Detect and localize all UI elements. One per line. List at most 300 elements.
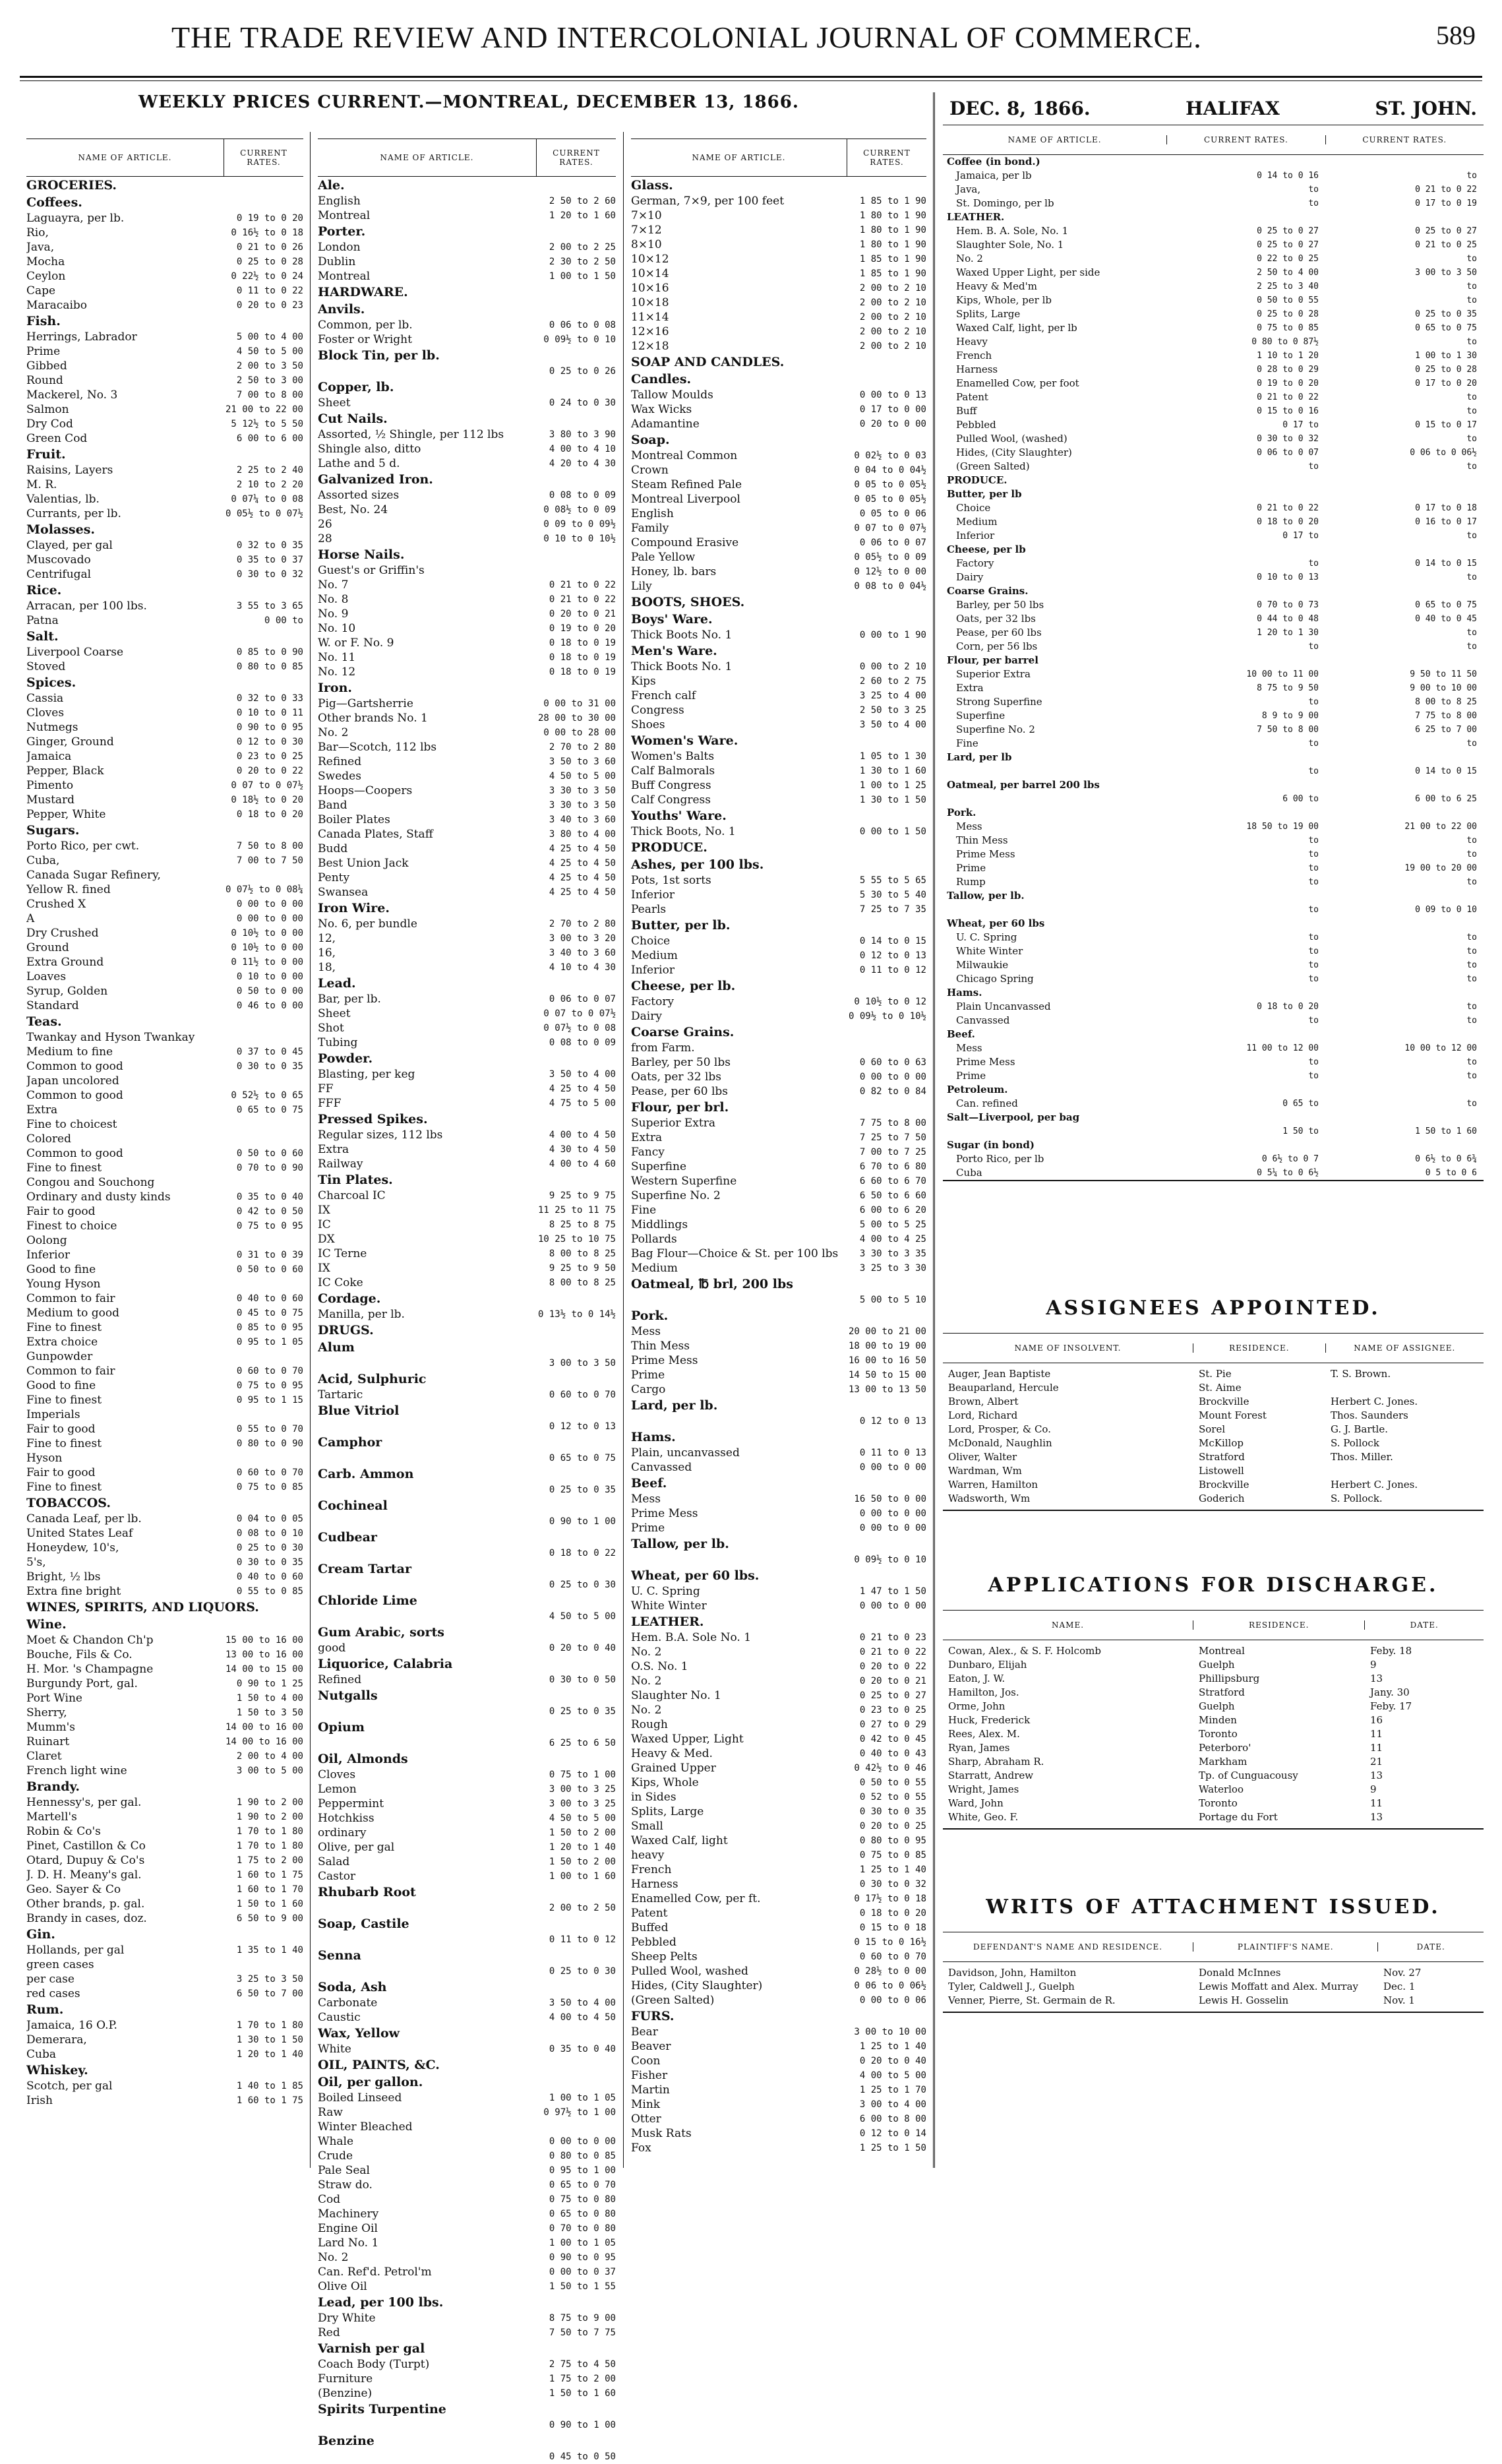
article-name: Montreal Common	[631, 449, 738, 462]
price-row	[26, 940, 303, 955]
price-row	[631, 477, 926, 492]
price-row	[943, 169, 1484, 183]
current-rate	[224, 1132, 303, 1146]
current-rate: 3 00 to 3 20	[549, 933, 616, 944]
article-name: Fox	[631, 2141, 651, 2155]
article-name: Milwaukie	[956, 959, 1009, 971]
article-name: Patent	[631, 1907, 668, 1920]
current-rate: 0 00 to 0 13	[859, 390, 926, 400]
current-rate: 0 60 to 0 63	[859, 1057, 926, 1068]
halifax-rate: 0 5¼ to 0 6½	[1257, 1168, 1319, 1178]
article-name: Coach Body (Turpt)	[318, 2358, 430, 2371]
price-row	[943, 1041, 1484, 1055]
price-row	[26, 764, 303, 778]
article-name: Assorted, ½ Shingle, per 112 lbs	[318, 428, 504, 441]
price-row	[318, 755, 616, 769]
halifax-label: HALIFAX	[1186, 98, 1280, 119]
price-row	[318, 2325, 616, 2340]
article-name: Montreal Liverpool	[631, 493, 740, 506]
stjohn-rate: to	[1466, 337, 1477, 347]
price-row	[26, 1662, 303, 1677]
current-rate: 0 90 to 1 00	[549, 1516, 616, 1527]
article-name: Kips, Whole, per lb	[956, 294, 1052, 306]
article-name: Castor	[318, 1870, 356, 1883]
halifax-rate: to	[1308, 697, 1319, 707]
price-row	[631, 194, 926, 208]
price-row	[318, 1673, 616, 1687]
current-rate: 0 45 to 0 50	[549, 2451, 616, 2462]
article-name: Fisher	[631, 2069, 668, 2082]
current-rate: 1 50 to 2 00	[549, 1828, 616, 1838]
table-cell: Auger, Jean Baptiste	[948, 1368, 1051, 1380]
article-name: Slaughter No. 1	[631, 1689, 721, 1702]
current-rate: 0 02½ to 0 03	[854, 450, 926, 461]
article-name: Mocha	[26, 255, 65, 268]
price-row	[26, 1219, 303, 1233]
article-name	[318, 2449, 537, 2464]
article-name: Medium	[631, 1262, 678, 1275]
article-name	[943, 1124, 1167, 1138]
article-name: Pinet, Castillon & Co	[26, 1839, 146, 1853]
current-rate: 0 37 to 0 45	[236, 1047, 303, 1057]
table-cell: Thos. Miller.	[1331, 1451, 1393, 1463]
current-rate: 1 25 to 1 50	[859, 2143, 926, 2153]
price-row	[26, 1972, 303, 1987]
stjohn-rate: 9 00 to 10 00	[1410, 683, 1477, 693]
table-cell: Cowan, Alex., & S. F. Holcomb	[948, 1645, 1101, 1657]
current-rate	[224, 1407, 303, 1422]
current-rate: 10 25 to 10 75	[537, 1234, 616, 1245]
price-row	[631, 1203, 926, 1217]
current-rate: 0 52½ to 0 65	[231, 1090, 303, 1101]
halifax-rate: 0 17 to	[1282, 531, 1319, 541]
current-rate: 0 04 to 0 04½	[854, 465, 926, 476]
table-cell: Lewis Moffatt and Alex. Murray	[1199, 1981, 1359, 1992]
article-name: Porto Rico, per cwt.	[26, 840, 140, 853]
halifax-rate: 0 28 to 0 29	[1257, 365, 1319, 375]
article-name: Common to fair	[26, 1292, 115, 1305]
table-cell: 11	[1370, 1742, 1383, 1754]
article-name: Fine to choicest	[26, 1118, 117, 1131]
article-name: Superfine No. 2	[631, 1189, 721, 1202]
article-name: Common, per lb.	[318, 319, 413, 332]
price-row	[318, 2372, 616, 2386]
article-name: IC	[318, 1218, 331, 1231]
article-name: A	[26, 912, 35, 925]
price-row	[318, 1307, 616, 1322]
article-name: Superfine No. 2	[956, 724, 1035, 735]
price-column-1	[26, 139, 303, 2168]
price-row	[26, 1030, 303, 1045]
current-rate: 0 21 to 0 22	[549, 580, 616, 590]
price-row	[318, 2163, 616, 2178]
price-row	[631, 778, 926, 793]
price-row	[631, 417, 926, 431]
price-row	[26, 1190, 303, 1204]
article-name: Best, No. 24	[318, 503, 388, 516]
table-row	[943, 1672, 1484, 1686]
current-rate: 1 30 to 1 50	[236, 2035, 303, 2045]
price-row	[943, 335, 1484, 349]
article-name: Extra Ground	[26, 956, 104, 969]
price-row	[26, 868, 303, 882]
article-name: Olive, per gal	[318, 1841, 395, 1854]
article-name: Prime	[956, 1070, 986, 1082]
category-heading: DRUGS.	[318, 1323, 374, 1338]
article-name: Budd	[318, 842, 348, 855]
price-row	[631, 1630, 926, 1645]
current-rate: 6 25 to 6 50	[549, 1738, 616, 1748]
article-name	[318, 1356, 537, 1371]
article-name: Port Wine	[26, 1692, 82, 1705]
current-rate: 2 00 to 4 00	[236, 1751, 303, 1762]
article-name: Buff	[956, 405, 977, 417]
current-rate: 1 20 to 1 40	[236, 2049, 303, 2060]
category-heading: Acid, Sulphuric	[318, 1372, 427, 1386]
table-cell: St. Aime	[1199, 1382, 1242, 1394]
category-heading: Spices.	[26, 675, 76, 690]
article-name: FF	[318, 1082, 334, 1095]
table-cell: Waterloo	[1199, 1783, 1244, 1795]
category-heading: Petroleum.	[947, 1084, 1008, 1095]
current-rate: 0 20 to 0 25	[859, 1821, 926, 1832]
price-row	[631, 1993, 926, 2008]
article-name: Corn, per 56 lbs	[956, 640, 1038, 652]
price-row	[318, 255, 616, 269]
article-name: ordinary	[318, 1826, 367, 1839]
price-row	[943, 1000, 1484, 1014]
category-heading: Varnish per gal	[318, 2341, 425, 2356]
article-name	[631, 1293, 847, 1307]
category-heading: Senna	[318, 1948, 361, 1963]
current-rate: 0 80 to 0 90	[236, 1438, 303, 1449]
category-heading: TOBACCOS.	[26, 1496, 111, 1510]
article-name	[318, 1901, 537, 1915]
price-row	[631, 1041, 926, 1055]
article-name: Prime Mess	[631, 1354, 698, 1367]
current-rate: 5 00 to 5 10	[859, 1295, 926, 1305]
price-row	[631, 1506, 926, 1521]
article-name: Regular sizes, 112 lbs	[318, 1128, 443, 1142]
current-rate: 0 00 to 31 00	[543, 698, 616, 709]
price-row	[26, 1810, 303, 1824]
halifax-rate: 11 00 to 12 00	[1246, 1043, 1319, 1053]
stjohn-rate: to	[1466, 1071, 1477, 1081]
current-rate	[224, 1074, 303, 1088]
current-rate: 21 00 to 22 00	[225, 404, 303, 415]
category-heading: Coffees.	[26, 195, 82, 210]
current-rate: 0 05½ to 0 09	[854, 552, 926, 563]
current-rate: 6 00 to 6 00	[236, 433, 303, 444]
current-rate: 0 31 to 0 39	[236, 1250, 303, 1260]
price-row	[631, 1188, 926, 1203]
article-name: French	[956, 350, 992, 361]
article-name: London	[318, 241, 361, 254]
current-rate: 14 00 to 16 00	[225, 1737, 303, 1747]
price-row	[631, 1950, 926, 1964]
current-rate	[537, 563, 616, 578]
current-rate: 0 00 to 0 00	[859, 1508, 926, 1519]
price-row	[631, 266, 926, 281]
price-row	[318, 517, 616, 532]
price-row	[318, 1021, 616, 1035]
current-rate: 0 00 to 2 10	[859, 662, 926, 672]
category-heading: Iron Wire.	[318, 901, 390, 915]
price-row	[26, 492, 303, 507]
category-heading: Carb. Ammon	[318, 1467, 414, 1481]
article-name: Calf Balmorals	[631, 764, 715, 778]
price-row	[26, 1795, 303, 1810]
price-row	[318, 607, 616, 621]
price-row	[318, 592, 616, 607]
article-name: Round	[26, 374, 63, 387]
table-row	[943, 1395, 1484, 1409]
current-rate: 0 25 to 0 28	[236, 257, 303, 267]
category-heading: Gin.	[26, 1927, 55, 1942]
halifax-rate: 0 06 to 0 07	[1257, 448, 1319, 458]
table-row	[943, 1700, 1484, 1713]
current-rate: 0 35 to 0 37	[236, 555, 303, 565]
article-name: 28	[318, 532, 332, 545]
price-row	[318, 2265, 616, 2279]
current-rate: 2 00 to 2 10	[859, 283, 926, 293]
table-cell: Ryan, James	[948, 1742, 1010, 1754]
article-name: Salad	[318, 1855, 350, 1868]
current-rate: 9 25 to 9 75	[549, 1190, 616, 1201]
current-rate: 0 52 to 0 55	[859, 1792, 926, 1802]
stjohn-rate: to	[1466, 1016, 1477, 1026]
current-rate: 0 18 to 0 20	[859, 1908, 926, 1919]
table-row	[943, 1464, 1484, 1478]
price-row	[318, 842, 616, 856]
category-heading: PRODUCE.	[631, 840, 707, 855]
table-cell	[1325, 1381, 1484, 1395]
price-row	[631, 2083, 926, 2097]
current-rate: 0 10½ to 0 00	[231, 942, 303, 953]
price-row	[631, 1368, 926, 1382]
current-rate: 0 18 to 0 19	[549, 638, 616, 648]
current-rate	[224, 1030, 303, 1045]
article-name: 5's,	[26, 1556, 46, 1569]
price-row	[631, 1584, 926, 1599]
current-rate: 1 50 to 1 60	[549, 2388, 616, 2399]
category-heading: Teas.	[26, 1014, 62, 1029]
price-row	[631, 963, 926, 977]
current-rate: 1 25 to 1 40	[859, 2041, 926, 2052]
price-row	[26, 2033, 303, 2047]
article-name: Barley, per 50 lbs	[631, 1056, 731, 1069]
current-rate: 0 10½ to 0 00	[231, 928, 303, 939]
current-rate: 0 95 to 1 05	[236, 1337, 303, 1347]
table-cell: Thos. Saunders	[1331, 1409, 1408, 1421]
halifax-rate: to	[1308, 905, 1319, 915]
price-row	[26, 211, 303, 226]
category-heading: Wheat, per 60 lbs.	[631, 1568, 760, 1583]
article-name: Mackerel, No. 3	[26, 388, 118, 402]
category-heading: Cream Tartar	[318, 1562, 411, 1576]
current-rate: 0 28½ to 0 00	[854, 1966, 926, 1977]
price-row	[26, 1943, 303, 1957]
price-row	[26, 1526, 303, 1541]
column-header-name: NAME OF ARTICLE.	[78, 153, 172, 162]
current-rate: 0 07 to 0 07½	[543, 1008, 616, 1019]
price-row	[631, 902, 926, 917]
price-row	[318, 1006, 616, 1021]
table-row	[943, 1810, 1484, 1824]
current-rate: 4 50 to 5 00	[549, 1813, 616, 1824]
table-cell: 16	[1370, 1714, 1383, 1726]
header-date: DATE.	[1364, 1620, 1484, 1630]
current-rate: 1 90 to 2 00	[236, 1812, 303, 1822]
price-row	[631, 1247, 926, 1261]
writs-title: WRITS OF ATTACHMENT ISSUED.	[986, 1895, 1441, 1919]
article-name: No. 2	[631, 1704, 662, 1717]
current-rate: 3 50 to 4 00	[549, 1069, 616, 1080]
table-row	[943, 1381, 1484, 1395]
article-name: Railway	[318, 1157, 363, 1171]
halifax-rate: to	[1308, 559, 1319, 569]
article-name: English	[631, 507, 674, 520]
category-heading: PRODUCE.	[947, 474, 1007, 486]
table-cell: Warren, Hamilton	[948, 1479, 1038, 1491]
article-name: Boiler Plates	[318, 813, 390, 826]
article-name: Can. Ref'd. Petrol'm	[318, 2265, 432, 2279]
price-row	[26, 1059, 303, 1074]
article-name: Cloves	[318, 1768, 356, 1781]
stjohn-rate: 0 65 to 0 75	[1415, 323, 1477, 333]
price-row	[318, 740, 616, 755]
article-name: Pease, per 60 lbs	[956, 627, 1042, 638]
category-heading: Fish.	[26, 314, 61, 328]
article-name: Ceylon	[26, 270, 66, 283]
price-row	[318, 1128, 616, 1142]
article-name: O.S. No. 1	[631, 1660, 688, 1673]
article-name: Hem. B.A. Sole No. 1	[631, 1631, 752, 1644]
header-insolvent: NAME OF INSOLVENT.	[1014, 1343, 1122, 1353]
article-name: No. 2	[631, 1646, 662, 1659]
price-row	[318, 2449, 616, 2464]
article-name: Brandy in cases, doz.	[26, 1912, 147, 1925]
current-rate: 7 25 to 7 50	[859, 1132, 926, 1143]
current-rate: 0 90 to 0 95	[549, 2252, 616, 2263]
current-rate: 1 00 to 1 50	[549, 271, 616, 282]
current-rate: 20 00 to 21 00	[848, 1326, 926, 1337]
current-rate: 3 50 to 4 00	[549, 1998, 616, 2008]
price-row	[26, 538, 303, 553]
halifax-rate: to	[1308, 739, 1319, 749]
stjohn-rate: to	[1466, 434, 1477, 444]
price-row	[318, 856, 616, 871]
article-name: Canada Leaf, per lb.	[26, 1512, 142, 1525]
article-name: red cases	[26, 1987, 80, 2000]
table-cell: Beauparland, Hercule	[948, 1382, 1059, 1394]
article-name	[318, 1704, 537, 1719]
article-name: Hollands, per gal	[26, 1944, 125, 1957]
article-name: Compound Erasive	[631, 536, 739, 549]
category-heading: Rhubarb Root	[318, 1885, 416, 1899]
category-heading: Horse Nails.	[318, 547, 405, 562]
price-row	[318, 1096, 616, 1111]
category-heading: Tin Plates.	[318, 1173, 393, 1187]
price-row	[318, 1035, 616, 1050]
price-row	[631, 507, 926, 521]
article-name: Slaughter Sole, No. 1	[956, 239, 1064, 251]
price-row	[26, 359, 303, 373]
current-rate: 0 70 to 0 90	[236, 1163, 303, 1173]
price-row	[26, 477, 303, 492]
price-column-3	[631, 139, 926, 2168]
article-name: Choice	[631, 935, 671, 948]
stjohn-rate: 0 17 to 0 20	[1415, 379, 1477, 388]
article-name: Extra	[26, 1103, 58, 1117]
current-rate: 0 00 to 0 37	[549, 2267, 616, 2277]
page-number: 589	[1436, 20, 1476, 50]
table-cell: 11	[1370, 1797, 1383, 1809]
article-name: good	[318, 1642, 346, 1655]
category-heading: Coarse Grains.	[631, 1025, 735, 1039]
current-rate: 11 25 to 11 75	[537, 1205, 616, 1216]
article-name: Centrifugal	[26, 568, 92, 581]
current-rate: 0 25 to 0 30	[549, 1580, 616, 1590]
table-cell: Feby. 18	[1370, 1645, 1412, 1657]
article-name: Tartaric	[318, 1388, 363, 1401]
current-rate: 0 12 to 0 14	[859, 2128, 926, 2139]
current-rate: 0 20 to 0 21	[859, 1676, 926, 1686]
column-header	[318, 139, 616, 177]
article-name: Sheep Pelts	[631, 1950, 698, 1963]
category-heading: Anvils.	[318, 302, 365, 317]
table-row	[943, 1367, 1484, 1381]
current-rate: 0 32 to 0 35	[236, 540, 303, 551]
article-name: Fancy	[631, 1146, 665, 1159]
price-row	[631, 402, 926, 417]
article-name: Mess	[956, 1042, 982, 1054]
article-name: Swedes	[318, 770, 361, 783]
table-row	[943, 1755, 1484, 1769]
price-row	[631, 1659, 926, 1674]
price-row	[318, 1514, 616, 1529]
category-heading: Iron.	[318, 681, 352, 695]
category-heading: Ashes, per 100 lbs.	[631, 857, 764, 872]
article-name: 16,	[318, 946, 336, 960]
price-row	[318, 456, 616, 471]
column-header-name: NAME OF ARTICLE.	[380, 153, 474, 162]
right-panel	[943, 92, 1484, 2013]
price-row	[26, 1897, 303, 1911]
article-name	[318, 1964, 537, 1979]
article-name: Standard	[26, 999, 79, 1012]
article-name: W. or F. No. 9	[318, 636, 394, 650]
table-cell: Phillipsburg	[1199, 1673, 1260, 1684]
price-row	[318, 2105, 616, 2120]
article-name: 10×12	[631, 253, 669, 266]
price-row	[26, 853, 303, 868]
category-heading: Oil, per gallon.	[318, 2075, 423, 2089]
category-heading: Cheese, per lb.	[631, 979, 736, 993]
stjohn-rate: 0 25 to 0 35	[1415, 309, 1477, 319]
article-name: 10×16	[631, 282, 669, 295]
price-row	[631, 1674, 926, 1688]
current-rate: 0 90 to 1 00	[549, 2420, 616, 2430]
price-row	[26, 613, 303, 628]
price-row	[943, 404, 1484, 418]
table-cell: Sharp, Abraham R.	[948, 1756, 1044, 1768]
article-name: Pulled Wool, washed	[631, 1965, 748, 1978]
category-heading: Blue Vitriol	[318, 1403, 400, 1418]
column-divider	[623, 132, 624, 2168]
table-cell: Rees, Alex. M.	[948, 1728, 1020, 1740]
article-name: Winter Bleached	[318, 2120, 413, 2134]
